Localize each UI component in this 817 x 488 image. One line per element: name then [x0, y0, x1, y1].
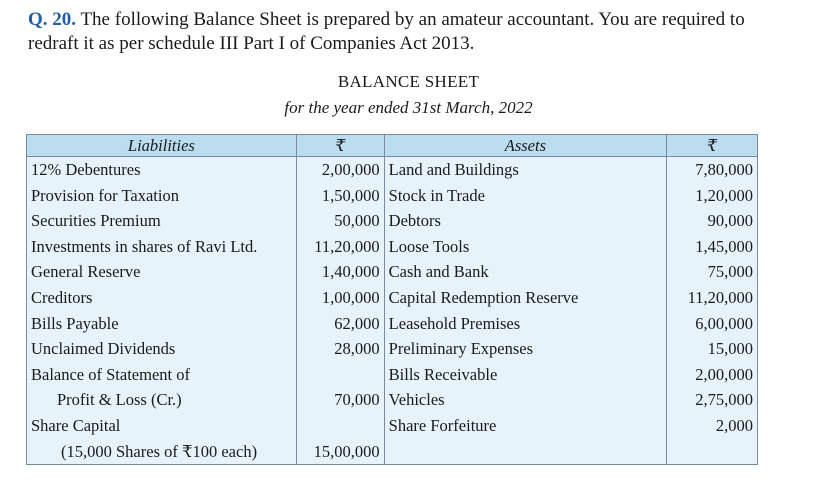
liability-amount: 62,000 — [296, 311, 384, 337]
asset-amount: 90,000 — [667, 208, 758, 234]
table-row — [27, 336, 758, 362]
liability-cell: (15,000 Shares of ₹100 each) — [27, 439, 297, 465]
liability-amount: 28,000 — [296, 336, 384, 362]
table-row — [27, 157, 758, 183]
liability-amount: 11,20,000 — [296, 234, 384, 260]
balance-sheet-title: BALANCE SHEET — [337, 72, 480, 91]
asset-amount: 1,45,000 — [667, 234, 758, 260]
table-row — [27, 413, 758, 439]
asset-cell: Land and Buildings — [384, 157, 666, 183]
liability-cell: Share Capital — [27, 413, 297, 439]
question-body: The following Balance Sheet is prepared by an amateur accountant. You are required to redraft it as per schedule III Part I of Companies Act 2013. — [28, 9, 745, 54]
liability-cell: Provision for Taxation — [27, 183, 297, 209]
table-row — [27, 259, 758, 285]
liability-cell: General Reserve — [27, 259, 297, 285]
liability-amount: 2,00,000 — [296, 157, 384, 183]
question-number: Q. 20. — [28, 9, 77, 30]
liability-cell: Securities Premium — [27, 208, 297, 234]
header-liabilities-amount: ₹ — [296, 135, 384, 157]
asset-amount: 2,75,000 — [667, 387, 758, 413]
table-header-row — [27, 135, 758, 157]
liability-cell: Unclaimed Dividends — [27, 336, 297, 362]
asset-amount: 75,000 — [667, 259, 758, 285]
asset-cell: Capital Redemption Reserve — [384, 285, 666, 311]
asset-cell: Cash and Bank — [384, 259, 666, 285]
table-row — [27, 208, 758, 234]
liability-amount: 15,00,000 — [296, 439, 384, 465]
asset-cell: Stock in Trade — [384, 183, 666, 209]
liability-cell: Balance of Statement of — [27, 362, 297, 388]
liability-amount: 1,00,000 — [296, 285, 384, 311]
table-row — [27, 285, 758, 311]
table-row — [27, 183, 758, 209]
liability-cell: Bills Payable — [27, 311, 297, 337]
asset-cell: Debtors — [384, 208, 666, 234]
table-row — [27, 387, 758, 413]
asset-cell — [384, 439, 666, 465]
liability-cell: Profit & Loss (Cr.) — [27, 387, 297, 413]
asset-amount: 15,000 — [667, 336, 758, 362]
question-text — [28, 8, 788, 56]
asset-amount: 7,80,000 — [667, 157, 758, 183]
header-liabilities: Liabilities — [27, 135, 297, 157]
asset-amount: 2,000 — [667, 413, 758, 439]
asset-cell: Vehicles — [384, 387, 666, 413]
liability-amount: 70,000 — [296, 387, 384, 413]
asset-cell: Loose Tools — [384, 234, 666, 260]
header-assets: Assets — [384, 135, 666, 157]
asset-amount — [667, 439, 758, 465]
table-row — [27, 234, 758, 260]
table-row — [27, 439, 758, 465]
liability-amount: 1,40,000 — [296, 259, 384, 285]
header-assets-amount: ₹ — [667, 135, 758, 157]
liability-cell: Investments in shares of Ravi Ltd. — [27, 234, 297, 260]
table-row — [27, 311, 758, 337]
balance-sheet-subtitle: for the year ended 31st March, 2022 — [284, 98, 533, 117]
table-row — [27, 362, 758, 388]
asset-amount: 11,20,000 — [667, 285, 758, 311]
asset-amount: 1,20,000 — [667, 183, 758, 209]
liability-amount: 1,50,000 — [296, 183, 384, 209]
balance-sheet-table — [26, 134, 758, 465]
liability-amount — [296, 362, 384, 388]
liability-amount — [296, 413, 384, 439]
liability-cell: Creditors — [27, 285, 297, 311]
asset-amount: 2,00,000 — [667, 362, 758, 388]
asset-cell: Leasehold Premises — [384, 311, 666, 337]
asset-amount: 6,00,000 — [667, 311, 758, 337]
liability-cell: 12% Debentures — [27, 157, 297, 183]
asset-cell: Share Forfeiture — [384, 413, 666, 439]
asset-cell: Preliminary Expenses — [384, 336, 666, 362]
liability-amount: 50,000 — [296, 208, 384, 234]
asset-cell: Bills Receivable — [384, 362, 666, 388]
